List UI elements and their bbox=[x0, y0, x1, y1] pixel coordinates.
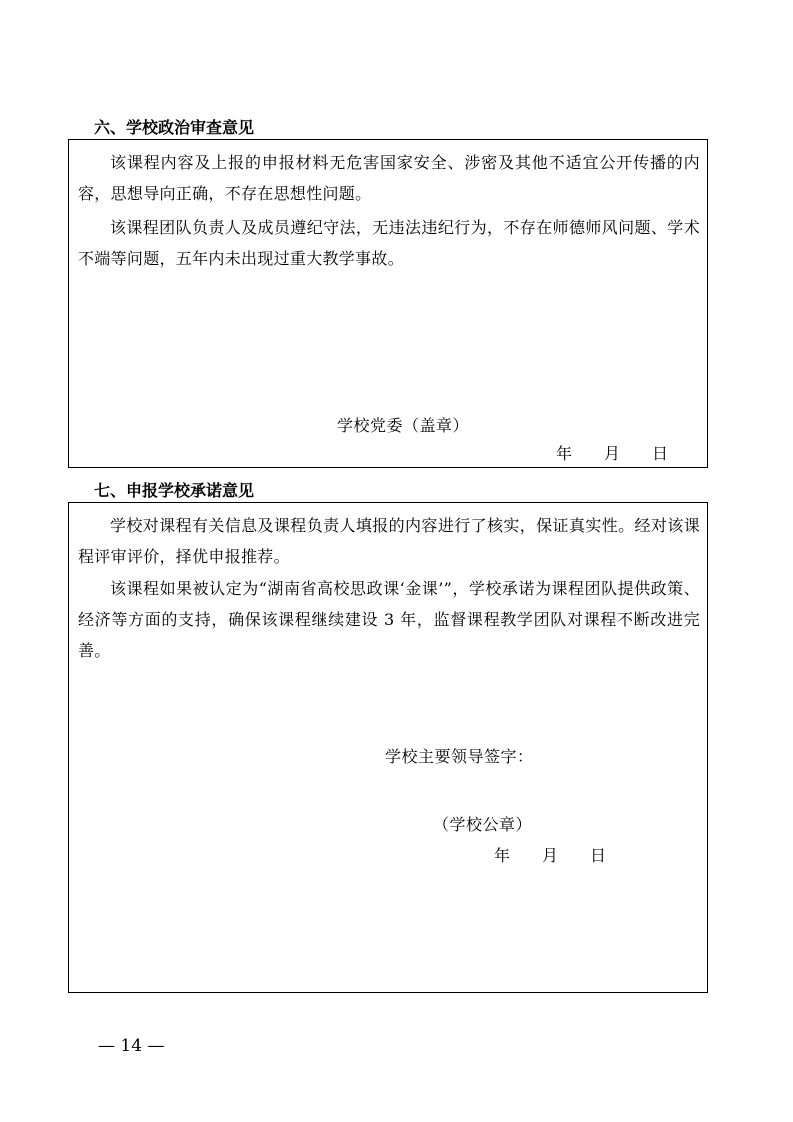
section-7-signature-label: 学校主要领导签字： bbox=[385, 747, 534, 766]
date-month: 月 bbox=[604, 444, 621, 463]
section-7-paragraph-2: 该课程如果被认定为“湖南省高校思政课‘金课’”，学校承诺为课程团队提供政策、经济等方面的支持，确保该课程继续建设 3 年，监督课程教学团队对课程不断改进完善。 bbox=[78, 579, 700, 660]
page-number: — 14 — bbox=[98, 1036, 165, 1056]
date-year: 年 bbox=[494, 846, 511, 865]
section-6-title: 六、学校政治审查意见 bbox=[94, 118, 255, 137]
section-6-paragraph-1: 该课程内容及上报的申报材料无危害国家安全、涉密及其他不适宜公开传播的内容，思想导向正确，不存在思想性问题。 bbox=[78, 153, 700, 203]
section-6-paragraph-2: 该课程团队负责人及成员遵纪守法，无违法违纪行为，不存在师德师风问题、学术不端等问题，五年内未出现过重大教学事故。 bbox=[78, 218, 700, 268]
section-7-paragraph-1: 学校对课程有关信息及课程负责人填报的内容进行了核实，保证真实性。经对该课程评审评价，择优申报推荐。 bbox=[78, 516, 700, 566]
section-7-title: 七、申报学校承诺意见 bbox=[94, 481, 255, 500]
section-6-date bbox=[556, 444, 668, 464]
date-month: 月 bbox=[542, 846, 559, 865]
date-day: 日 bbox=[590, 846, 607, 865]
section-7-date bbox=[494, 846, 606, 866]
section-7-seal-label: （学校公章） bbox=[433, 815, 533, 834]
date-day: 日 bbox=[652, 444, 669, 463]
section-6-seal-label: 学校党委（盖章） bbox=[337, 416, 470, 435]
date-year: 年 bbox=[556, 444, 573, 463]
